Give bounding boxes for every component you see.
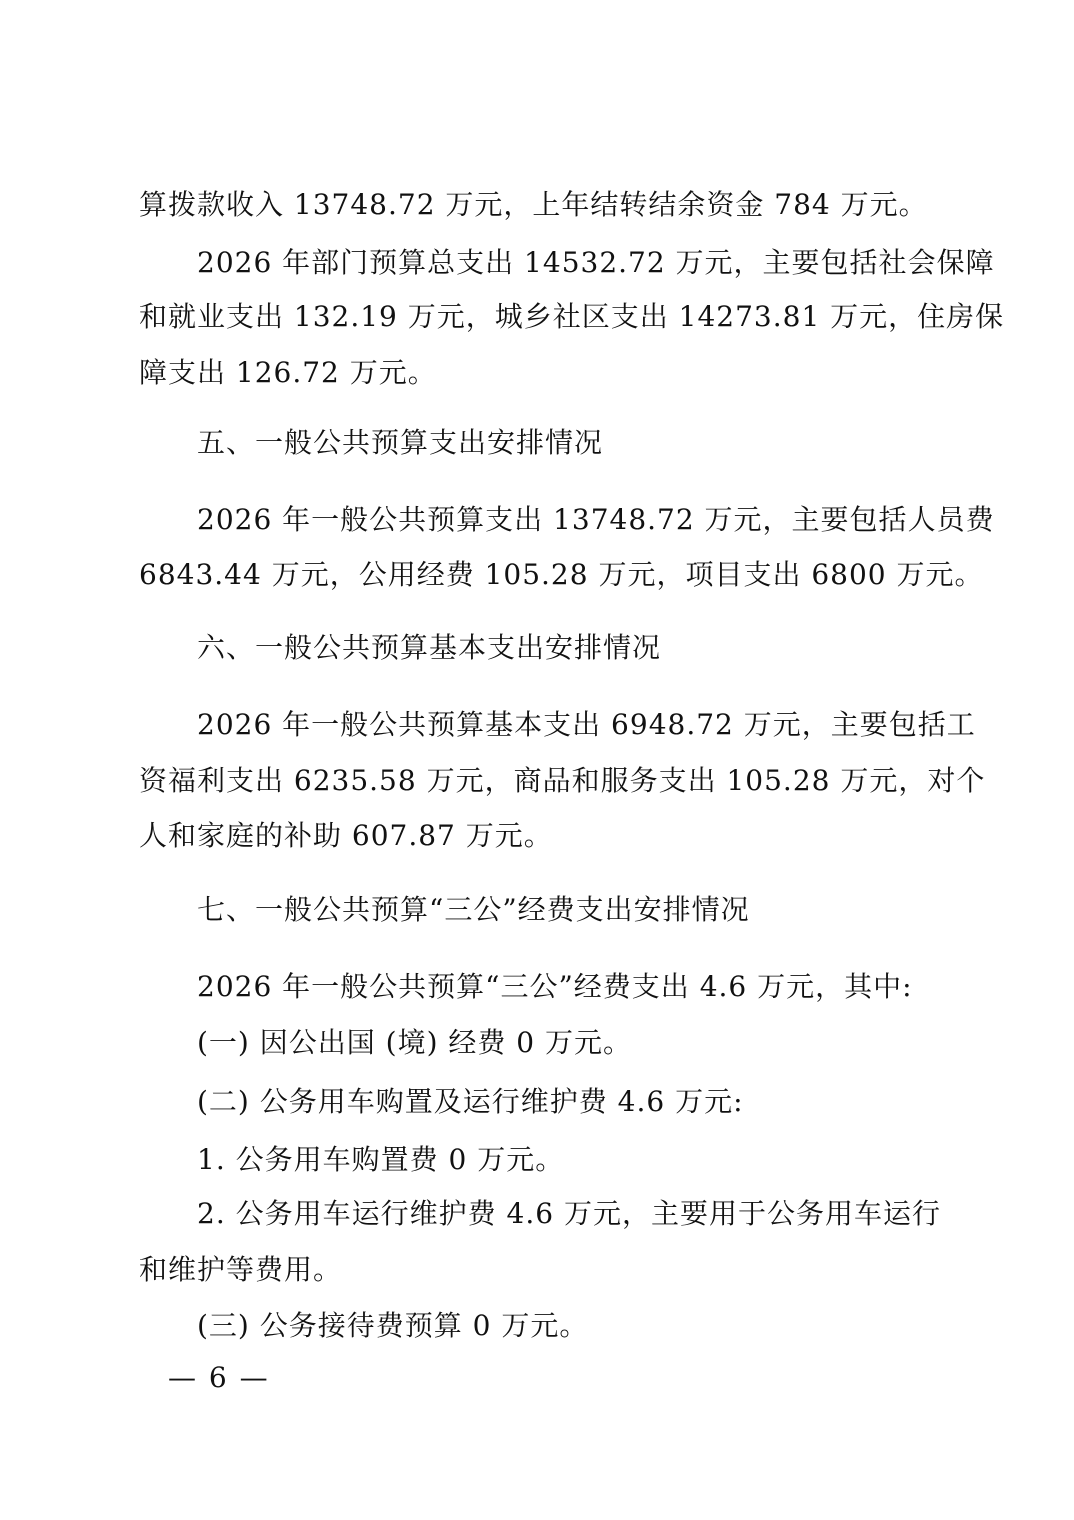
list-item: 2. 公务用车运行维护费 4.6 万元，主要用于公务用车运行 xyxy=(197,1197,941,1230)
section-heading: 五、一般公共预算支出安排情况 xyxy=(197,426,604,459)
paragraph-line: 障支出 126.72 万元。 xyxy=(139,356,437,389)
page-number: — 6 — xyxy=(168,1361,270,1394)
paragraph-line: 和就业支出 132.19 万元，城乡社区支出 14273.81 万元，住房保 xyxy=(139,300,1005,333)
paragraph-line: 2026 年一般公共预算“三公”经费支出 4.6 万元，其中: xyxy=(197,970,913,1003)
list-item: (一) 因公出国 (境) 经费 0 万元。 xyxy=(197,1026,633,1059)
section-heading: 六、一般公共预算基本支出安排情况 xyxy=(197,631,662,664)
list-item: 1. 公务用车购置费 0 万元。 xyxy=(197,1143,565,1176)
paragraph-line: 人和家庭的补助 607.87 万元。 xyxy=(139,819,553,852)
paragraph-line: 2026 年一般公共预算基本支出 6948.72 万元，主要包括工 xyxy=(197,708,976,741)
paragraph-line: 2026 年部门预算总支出 14532.72 万元，主要包括社会保障 xyxy=(197,246,995,279)
paragraph-line: 6843.44 万元，公用经费 105.28 万元，项目支出 6800 万元。 xyxy=(139,558,984,591)
paragraph-line: 和维护等费用。 xyxy=(139,1253,343,1286)
list-item: (二) 公务用车购置及运行维护费 4.6 万元: xyxy=(197,1085,744,1118)
list-item: (三) 公务接待费预算 0 万元。 xyxy=(197,1309,589,1342)
paragraph-line: 2026 年一般公共预算支出 13748.72 万元，主要包括人员费 xyxy=(197,503,995,536)
section-heading: 七、一般公共预算“三公”经费支出安排情况 xyxy=(197,893,750,926)
paragraph-line: 算拨款收入 13748.72 万元，上年结转结余资金 784 万元。 xyxy=(139,188,928,221)
paragraph-line: 资福利支出 6235.58 万元，商品和服务支出 105.28 万元，对个 xyxy=(139,764,986,797)
